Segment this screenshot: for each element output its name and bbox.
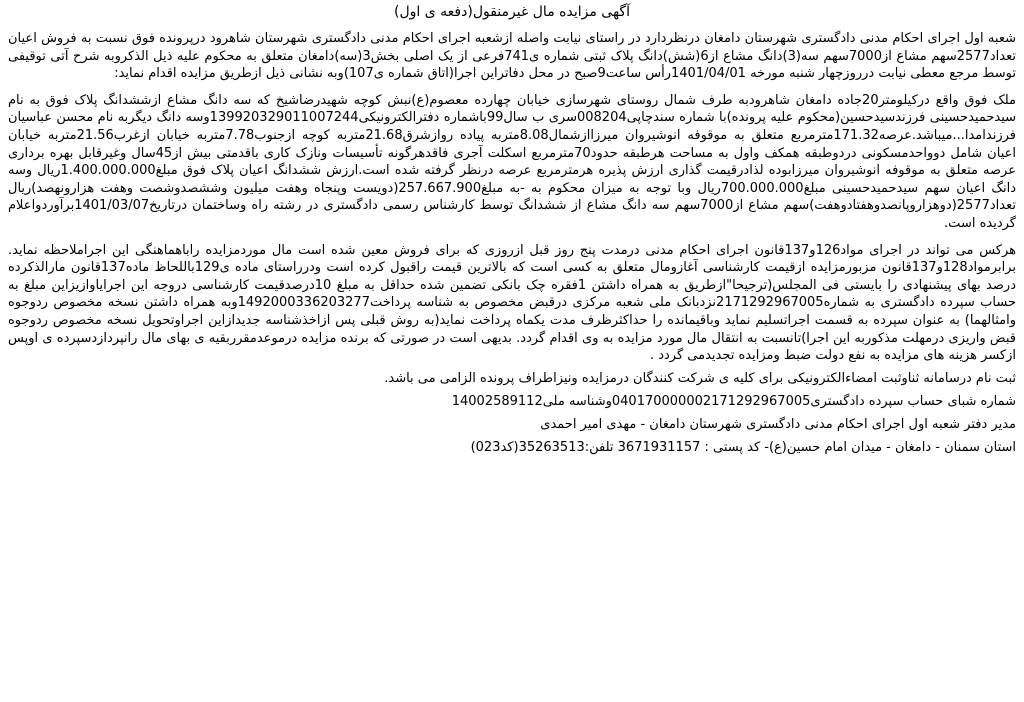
auction-terms-paragraph: هرکس می تواند در اجرای مواد126و137قانون اجرای احکام مدنی درمدت پنج روز قبل ازروزی که برای فروش معین شده است مال موردمزایده راباهماهنگی این اجراملاحظه نماید. برابرمواد128و137قانون مزبورمزایده ازقیمت کارشناسی آغازومال متعلق به کسی است که بالاترین قیمت راقبول کرده است ودرراستای ماده ی129باللحاظ ماده137قانون مارالذکرده درصد بهای پیشنهادی را بایستی فی المجلس(ترجیحا"ازطریق به همراه داشتن 1فقره چک بانکی تضمین شده حداقل به مبلغ 10درصدقیمت کارشناسی دروجه این اجرایاوازیزاین مبلغ به حساب سپرده دادگستری به شماره2171292967005نزدبانک ملی شعبه مرکزی درقبض مخصوص به شناسه پرداخت1492000336203277وبه همراه داشتن نسخه مخصوص ردوجوه وامثالهما) به عنوان سپرده به قسمت اجراتسلیم نماید وباقیمانده را حداکثرظرف مدت یکماه پرداخت نماید(به روش قبلی پس ازاخذشناسه جدیدازاین اجراوتحویل نسخه مخصوص ردوجوه قبض واریزی درمهلت مذکوربه این اجرا)تانسبت به انتقال مال مورد مزایده به وی اقدام گردد. بدیهی است در صورتی که برنده مزایده درموعدمقرربقیه ی بهای مال رانپردازدسپرده ی اوپس ازکسر هزینه های مزایده به نفع دولت ضبط ومزایده تجدیدمی گردد . [8, 242, 1017, 364]
account-info: شماره شبای حساب سپرده دادگستری040170000002171292967005وشناسه ملی14002589112 [451, 394, 1016, 410]
signatory-line: مدیر دفتر شعبه اول اجرای احکام مدنی دادگستری شهرستان دامغان - مهدی امیر احمدی [540, 416, 1016, 432]
notice-intro-paragraph: شعبه اول اجرای احکام مدنی دادگستری شهرستان دامغان درنظردارد در راستای نیابت واصله ازشعبه اجرای احکام مدنی دادگستری شهرستان شاهرود درپرونده فوق نسبت به فروش اعیان تعداد2577سهم مشاع از7000سهم سه(3)دانگ مشاع از6(شش)دانگ پلاک ثبتی شماره ی741فرعی از یک اصلی بخش3(سه)دامغان متعلق به محکوم علیه ذیل الذکروبه شرح آتی توقیفی توسط مرجع معطی نیابت درروزچهار شنبه مورخه 1401/04/01رأس ساعت9صبح در محل دفاتراین اجرا(اتاق شماره ی107)وبه نشانی ذیل ازطریق مزایده اقدام نماید: [8, 31, 1016, 82]
property-description-paragraph: ملک فوق واقع درکیلومتر20جاده دامغان شاهرودبه طرف شمال روستای شهرسازی خیابان چهارده معصوم(ع)نبش کوچه شهیدرضاشیخ که سه دانگ مشاع ازششدانگ پلاک فوق به نام سیدحمیدحسینی فرزندسیدحسین(محکوم علیه پرونده)با شماره سندچاپی008204سری ب سال99باشماره دفترالکترونیکی139920329011007244وسه دانگ دیگربه نام محسن عباسیان فرزندامدا...میباشد.عرصه171.32مترمربع متعلق به موقوفه انوشیروان میرزاازشمال8.08متربه پیاده روازشرق21.68متربه کوچه ازجنوب7.78متربه خیابان ازغرب21.56متربه خیابان اعیان شامل دوواحدمسکونی دردوطبقه همکف واول به مساحت هرطبقه حدود70مترمربع اسکلت آجری فاقدهرگونه تأسیسات ونازک کاری باقدمتی بیش از45سال وغیرقابل بهره برداری عرصه متعلق به موقوفه انوشیروان میرزابوده لذادرقیمت گذاری ارزش پذیره هرمترمربع عرصه درنظر گرفته شده است.ارزش ششدانگ اعیان پلاک فوق مبلغ1.400.000.000ریال وسه دانگ اعیان سهم سیدحمیدحسینی مبلغ700.000.000ریال وبا توجه به میزان محکوم به -به مبلغ257.667.900(دویست وپنجاه وهفت میلیون وششصدوشصت وهفت هزارونهصد)ریال تعداد2577(دوهزاروپانصدوهفتادوهفت)سهم مشاع از7000سهم سه دانگ مشاع از ششدانگ توسط کارشناس رسمی دادگستری در رشته راه وساختمان درتاریخ1401/03/07برآوردواعلام گردیده است. [8, 92, 1017, 231]
notice-title: آگهی مزایده مال غیرمنقول(دفعه ی اول) [394, 4, 630, 20]
registration-note: ثبت نام درسامانه ثناوثبت امضاءالکترونیکی برای کلیه ی شرکت کنندگان درمزایده ونیزاطراف پرونده الزامی می باشد. [384, 370, 1016, 386]
address-line: استان سمنان - دامغان - میدان امام حسین(ع)- کد پستی : 3671931157 تلفن:35263513(کد023) [470, 440, 1016, 456]
